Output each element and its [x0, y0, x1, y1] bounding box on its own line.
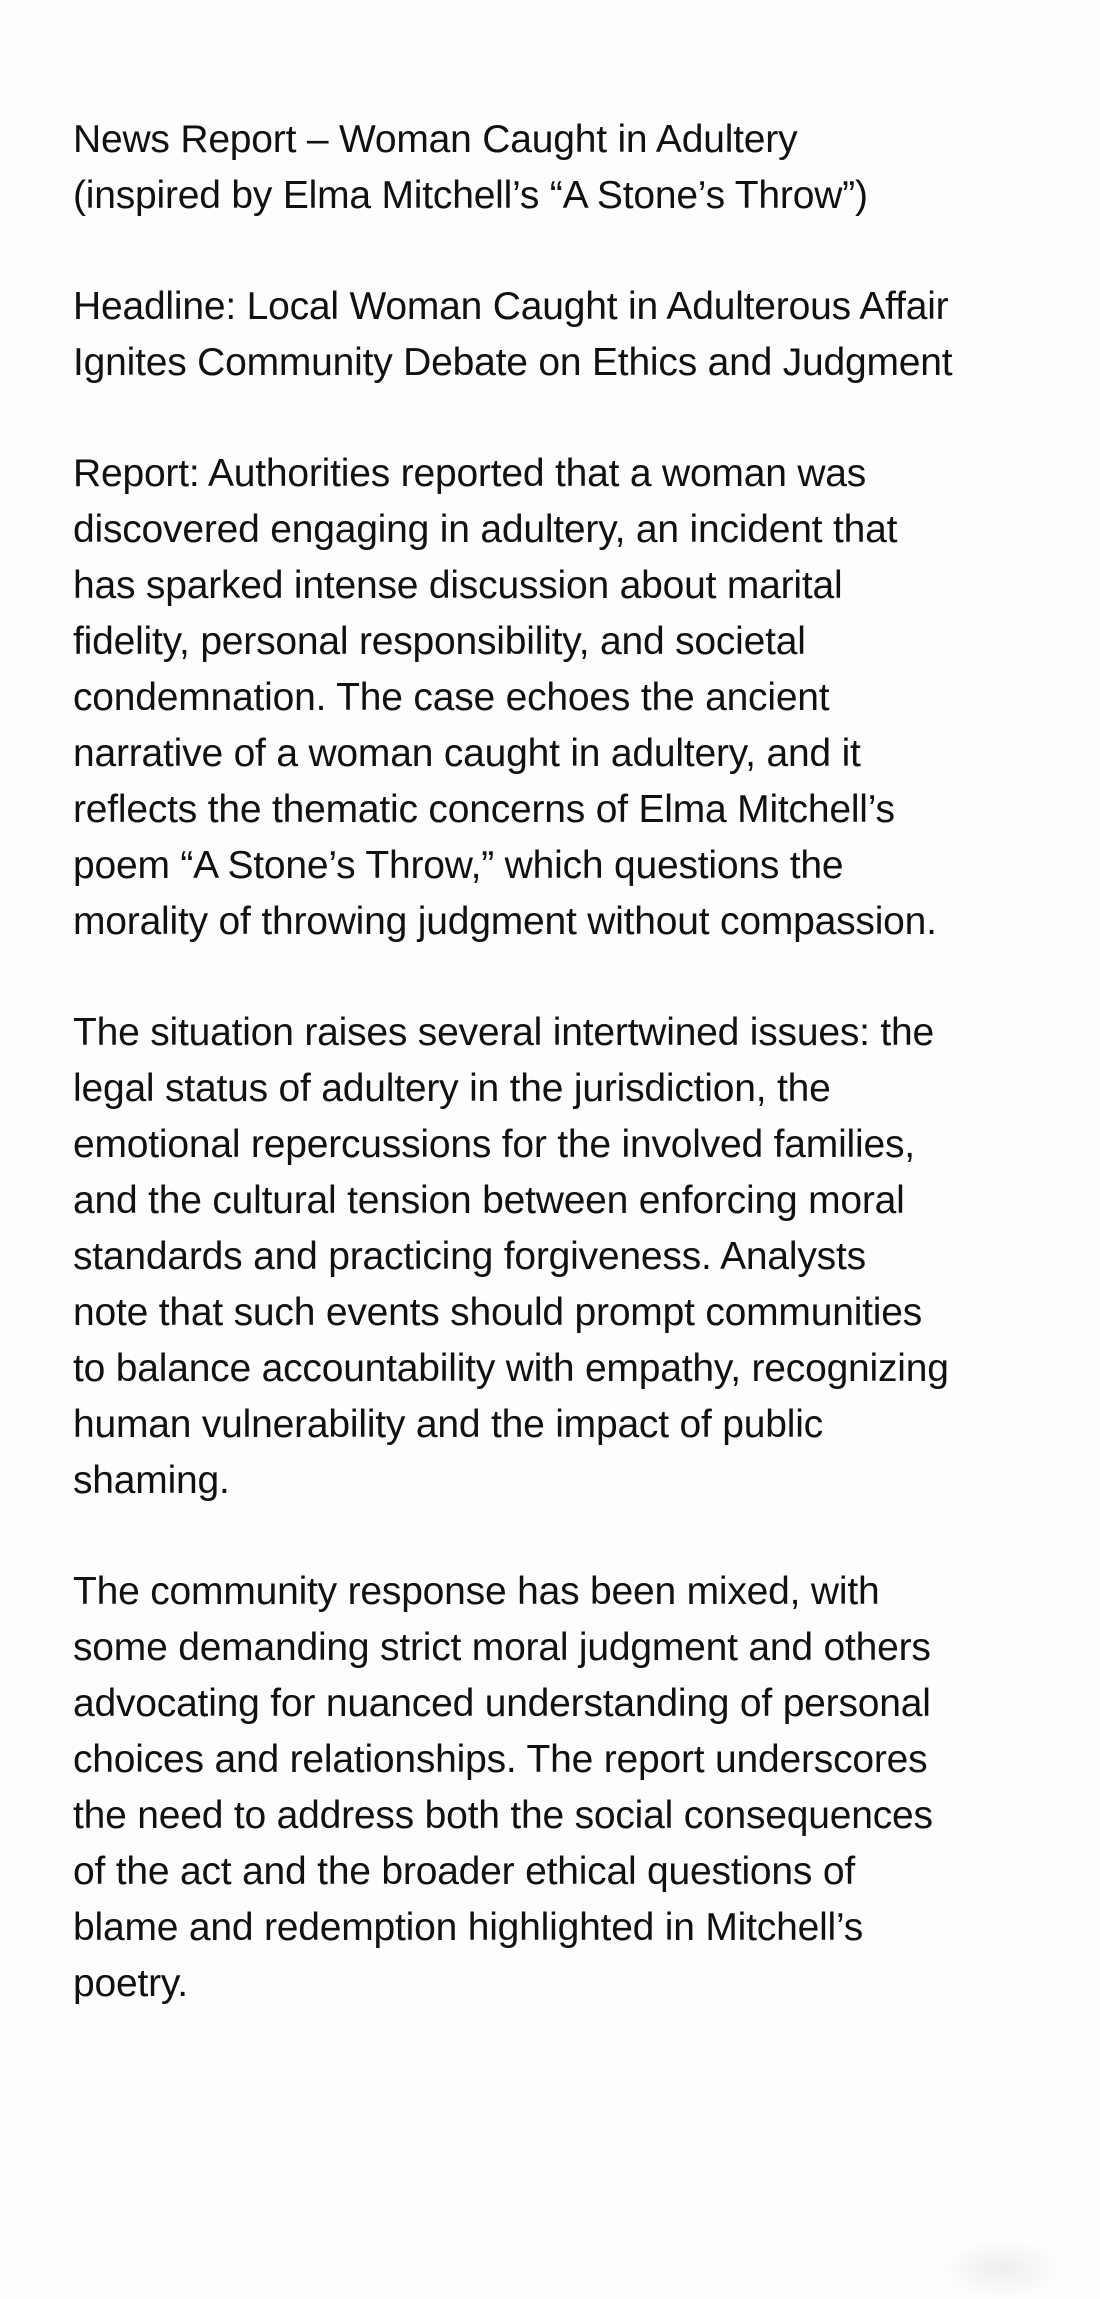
document-body — [73, 112, 1073, 2067]
document-title: News Report – Woman Caught in Adultery (inspired by Elma Mitchell’s “A Stone’s Throw”) — [73, 118, 868, 217]
document-headline: Headline: Local Woman Caught in Adulterous Affair Ignites Community Debate on Ethics and Judgment — [73, 285, 953, 384]
community-paragraph: The community response has been mixed, with some demanding strict moral judgment and others advocating for nuanced understanding of personal choices and relationships. The report underscores the need to address both the social consequences of the act and the broader ethical questions of blame and redemption highlighted in Mitchell’s poetry. — [73, 1570, 933, 2005]
issues-paragraph: The situation raises several intertwined issues: the legal status of adultery in the jurisdiction, the emotional repercussions for the involved families, and the cultural tension between enforcing moral standards and practicing forgiveness. Analysts note that such events should prompt communities to balance accountability with empathy, recognizing human vulnerability and the impact of public shaming. — [73, 1011, 949, 1502]
scroll-shadow — [942, 2239, 1062, 2299]
report-paragraph: Report: Authorities reported that a woman was discovered engaging in adultery, an incident that has sparked intense discussion about marital fidelity, personal responsibility, and societal condemnation. The case echoes the ancient narrative of a woman caught in adultery, and it reflects the thematic concerns of Elma Mitchell’s poem “A Stone’s Throw,” which questions the morality of throwing judgment without compassion. — [73, 452, 937, 943]
